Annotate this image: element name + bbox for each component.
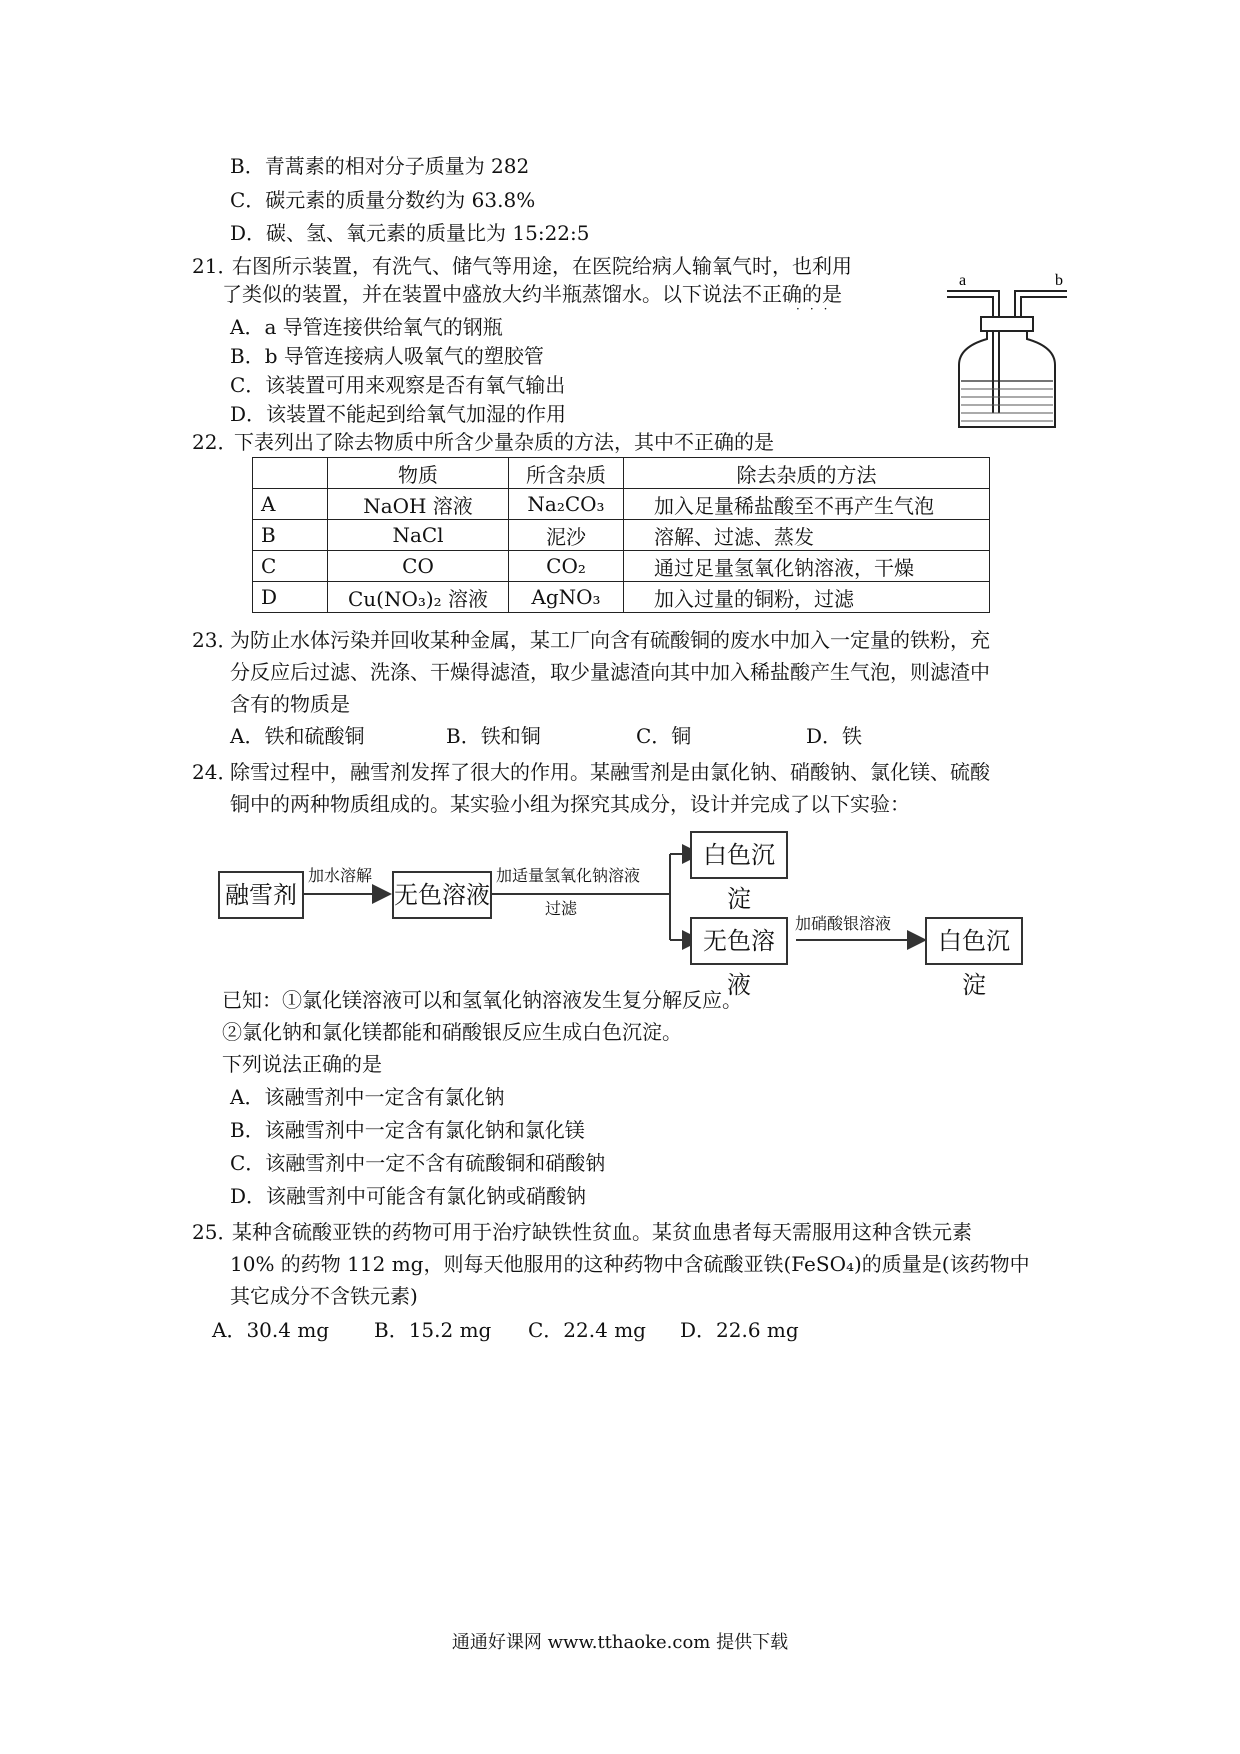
q25-number: 25． bbox=[192, 1220, 238, 1244]
q23-option-a: A．铁和硫酸铜 bbox=[230, 724, 365, 748]
q25-option-a: A．30.4 mg bbox=[212, 1318, 330, 1342]
table-cell: 通过足量氢氧化钠溶液，干燥 bbox=[624, 551, 990, 582]
q24-known-1: 已知：①氯化镁溶液可以和氢氧化钠溶液发生复分解反应。 bbox=[222, 988, 742, 1012]
table-cell: CO bbox=[328, 551, 509, 582]
table-cell: 加入过量的铜粉，过滤 bbox=[624, 582, 990, 613]
q24-line2: 铜中的两种物质组成的。某实验小组为探究其成分，设计并完成了以下实验： bbox=[230, 792, 910, 816]
q24-number: 24． bbox=[192, 760, 238, 784]
table-header-cell: 除去杂质的方法 bbox=[624, 458, 990, 489]
table-row bbox=[253, 520, 990, 551]
q23-line1: 为防止水体污染并回收某种金属，某工厂向含有硫酸铜的废水中加入一定量的铁粉，充 bbox=[230, 628, 990, 652]
flow-arrows bbox=[215, 820, 1030, 970]
q25-line1: 某种含硫酸亚铁的药物可用于治疗缺铁性贫血。某贫血患者每天需服用这种含铁元素 bbox=[232, 1220, 972, 1244]
page-footer: 通通好课网 www.tthaoke.com 提供下载 bbox=[451, 1632, 789, 1653]
q24-option-b: B．该融雪剂中一定含有氯化钠和氯化镁 bbox=[230, 1118, 585, 1142]
flow-box-colorless-solution-2: 无色溶液 bbox=[690, 917, 788, 965]
table-header-cell bbox=[253, 458, 328, 489]
flow-label-add-agno3: 加硝酸银溶液 bbox=[795, 914, 892, 933]
q24-prompt: 下列说法正确的是 bbox=[222, 1052, 382, 1076]
flow-label-add-naoh: 加适量氢氧化钠溶液 bbox=[496, 866, 641, 885]
flow-box-colorless-solution: 无色溶液 bbox=[392, 871, 492, 919]
table-cell: C bbox=[253, 551, 328, 582]
q21-option-b: B．b 导管连接病人吸氧气的塑胶管 bbox=[230, 344, 544, 368]
q22-text: 下表列出了除去物质中所含少量杂质的方法，其中不正确的是 bbox=[234, 430, 774, 454]
q25-option-d: D．22.6 mg bbox=[680, 1318, 799, 1342]
flow-box-snowmelt: 融雪剂 bbox=[218, 871, 304, 919]
table-header-cell: 所含杂质 bbox=[509, 458, 624, 489]
impurity-removal-table bbox=[252, 457, 990, 613]
q25-option-b: B．15.2 mg bbox=[374, 1318, 492, 1342]
q25-option-c: C．22.4 mg bbox=[528, 1318, 646, 1342]
table-cell: 泥沙 bbox=[509, 520, 624, 551]
q24-line1: 除雪过程中，融雪剂发挥了很大的作用。某融雪剂是由氯化钠、硝酸钠、氯化镁、硫酸 bbox=[230, 760, 990, 784]
table-header-row bbox=[253, 458, 990, 489]
q21-text-line1: 右图所示装置，有洗气、储气等用途，在医院给病人输氧气时，也利用 bbox=[232, 254, 852, 278]
table-cell: AgNO₃ bbox=[509, 582, 624, 613]
flow-label-filter: 过滤 bbox=[545, 899, 578, 918]
q20-option-c: C．碳元素的质量分数约为 63.8% bbox=[230, 188, 536, 212]
table-cell: NaCl bbox=[328, 520, 509, 551]
gas-washing-bottle-figure bbox=[945, 265, 1070, 433]
q21-text-line2: 了类似的装置，并在装置中盛放大约半瓶蒸馏水。以下说法不正确的是 bbox=[222, 282, 842, 306]
flow-box-white-precipitate-bottom: 白色沉淀 bbox=[925, 917, 1023, 965]
table-cell: NaOH 溶液 bbox=[328, 489, 509, 520]
q24-option-a: A．该融雪剂中一定含有氯化钠 bbox=[230, 1085, 505, 1109]
q21-option-c: C．该装置可用来观察是否有氧气输出 bbox=[230, 373, 566, 397]
q23-line3: 含有的物质是 bbox=[230, 692, 350, 716]
q20-option-b: B．青蒿素的相对分子质量为 282 bbox=[230, 154, 530, 178]
q24-known-2: ②氯化钠和氯化镁都能和硝酸银反应生成白色沉淀。 bbox=[222, 1020, 682, 1044]
table-row bbox=[253, 489, 990, 520]
table-cell: CO₂ bbox=[509, 551, 624, 582]
q23-option-c: C．铜 bbox=[636, 724, 692, 748]
q20-option-d: D．碳、氢、氧元素的质量比为 15:22:5 bbox=[230, 221, 590, 245]
q22-number: 22． bbox=[192, 430, 238, 454]
emphasis-dots: ··· bbox=[796, 302, 838, 316]
table-cell: A bbox=[253, 489, 328, 520]
table-cell: Cu(NO₃)₂ 溶液 bbox=[328, 582, 509, 613]
q23-number: 23． bbox=[192, 628, 238, 652]
q25-line2: 10% 的药物 112 mg，则每天他服用的这种药物中含硫酸亚铁(FeSO₄)的质量是(该药物中 bbox=[230, 1252, 1030, 1276]
q23-option-d: D．铁 bbox=[806, 724, 863, 748]
table-cell: 溶解、过滤、蒸发 bbox=[624, 520, 990, 551]
table-header-cell: 物质 bbox=[328, 458, 509, 489]
q24-option-c: C．该融雪剂中一定不含有硫酸铜和硝酸钠 bbox=[230, 1151, 606, 1175]
table-cell: D bbox=[253, 582, 328, 613]
table-row bbox=[253, 582, 990, 613]
table-row bbox=[253, 551, 990, 582]
q23-option-b: B．铁和铜 bbox=[446, 724, 541, 748]
tube-a-label: a bbox=[959, 272, 967, 289]
tube-b-label: b bbox=[1055, 272, 1063, 289]
q24-option-d: D．该融雪剂中可能含有氯化钠或硝酸钠 bbox=[230, 1184, 587, 1208]
flow-label-dissolve: 加水溶解 bbox=[308, 866, 373, 885]
q25-line3: 其它成分不含铁元素) bbox=[230, 1284, 418, 1308]
table-cell: Na₂CO₃ bbox=[509, 489, 624, 520]
flow-box-white-precipitate-top: 白色沉淀 bbox=[690, 831, 788, 879]
table-cell: 加入足量稀盐酸至不再产生气泡 bbox=[624, 489, 990, 520]
q21-number: 21． bbox=[192, 254, 238, 278]
q21-option-d: D．该装置不能起到给氧气加湿的作用 bbox=[230, 402, 567, 426]
q21-option-a: A．a 导管连接供给氧气的钢瓶 bbox=[230, 315, 503, 339]
q23-line2: 分反应后过滤、洗涤、干燥得滤渣，取少量滤渣向其中加入稀盐酸产生气泡，则滤渣中 bbox=[230, 660, 990, 684]
table-cell: B bbox=[253, 520, 328, 551]
